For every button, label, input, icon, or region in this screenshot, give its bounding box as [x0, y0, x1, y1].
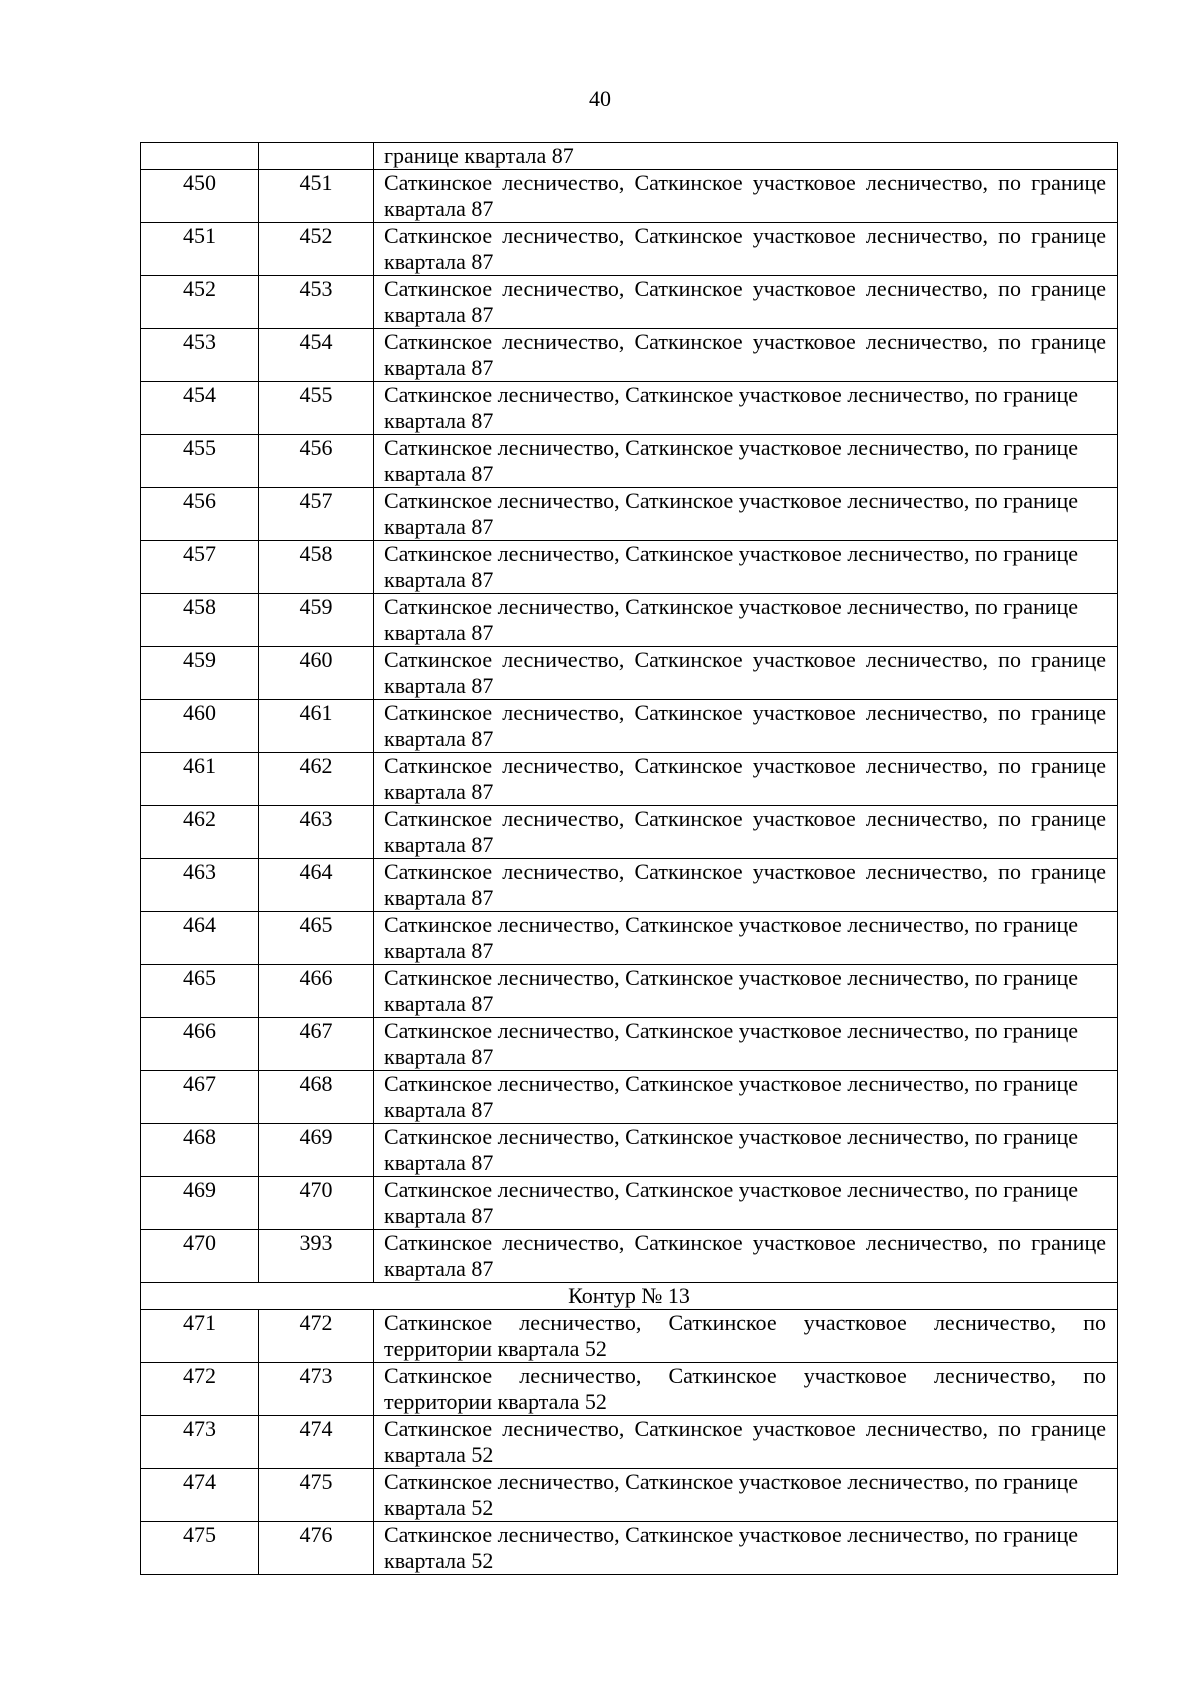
to-point-cell: 393 — [259, 1230, 374, 1283]
table-row — [141, 965, 1118, 1018]
to-point-cell: 459 — [259, 594, 374, 647]
to-point-cell: 453 — [259, 276, 374, 329]
description-cell: Саткинское лесничество, Саткинское участковое лесничество, по границе квартала 87 — [374, 1018, 1118, 1071]
from-point-cell: 464 — [141, 912, 259, 965]
from-point-cell: 475 — [141, 1522, 259, 1575]
table-row — [141, 1177, 1118, 1230]
description-cell: Саткинское лесничество, Саткинское участковое лесничество, по границе квартала 87 — [374, 382, 1118, 435]
from-point-cell: 452 — [141, 276, 259, 329]
boundary-table — [140, 142, 1118, 1575]
from-point-cell: 465 — [141, 965, 259, 1018]
from-point-cell: 450 — [141, 170, 259, 223]
from-point-cell: 460 — [141, 700, 259, 753]
table-row — [141, 382, 1118, 435]
table-row — [141, 329, 1118, 382]
to-point-cell: 476 — [259, 1522, 374, 1575]
to-point-cell — [259, 143, 374, 170]
table-row — [141, 1310, 1118, 1363]
to-point-cell: 465 — [259, 912, 374, 965]
table-row — [141, 1018, 1118, 1071]
to-point-cell: 457 — [259, 488, 374, 541]
description-cell: Саткинское лесничество, Саткинское участковое лесничество, по границе квартала 87 — [374, 859, 1118, 912]
to-point-cell: 461 — [259, 700, 374, 753]
continuation-row — [141, 143, 1118, 170]
from-point-cell: 458 — [141, 594, 259, 647]
from-point-cell: 459 — [141, 647, 259, 700]
from-point-cell: 453 — [141, 329, 259, 382]
from-point-cell: 456 — [141, 488, 259, 541]
description-cell: Саткинское лесничество, Саткинское участковое лесничество, по границе квартала 87 — [374, 329, 1118, 382]
description-cell: Саткинское лесничество, Саткинское участковое лесничество, по границе квартала 87 — [374, 594, 1118, 647]
description-cell: Саткинское лесничество, Саткинское участковое лесничество, по территории квартала 52 — [374, 1310, 1118, 1363]
description-cell: Саткинское лесничество, Саткинское участковое лесничество, по границе квартала 87 — [374, 1124, 1118, 1177]
to-point-cell: 455 — [259, 382, 374, 435]
table-row — [141, 647, 1118, 700]
description-cell: Саткинское лесничество, Саткинское участковое лесничество, по границе квартала 87 — [374, 806, 1118, 859]
table-row — [141, 276, 1118, 329]
to-point-cell: 462 — [259, 753, 374, 806]
to-point-cell: 469 — [259, 1124, 374, 1177]
from-point-cell: 469 — [141, 1177, 259, 1230]
table-row — [141, 1522, 1118, 1575]
from-point-cell: 471 — [141, 1310, 259, 1363]
from-point-cell: 462 — [141, 806, 259, 859]
description-cell: Саткинское лесничество, Саткинское участковое лесничество, по границе квартала 87 — [374, 1071, 1118, 1124]
description-cell: Саткинское лесничество, Саткинское участковое лесничество, по границе квартала 52 — [374, 1469, 1118, 1522]
to-point-cell: 454 — [259, 329, 374, 382]
description-cell: Саткинское лесничество, Саткинское участковое лесничество, по границе квартала 87 — [374, 276, 1118, 329]
table-row — [141, 223, 1118, 276]
description-cell: Саткинское лесничество, Саткинское участковое лесничество, по границе квартала 87 — [374, 753, 1118, 806]
to-point-cell: 458 — [259, 541, 374, 594]
description-cell: Саткинское лесничество, Саткинское участковое лесничество, по границе квартала 52 — [374, 1416, 1118, 1469]
to-point-cell: 470 — [259, 1177, 374, 1230]
from-point-cell: 474 — [141, 1469, 259, 1522]
description-cell: Саткинское лесничество, Саткинское участковое лесничество, по границе квартала 52 — [374, 1522, 1118, 1575]
to-point-cell: 472 — [259, 1310, 374, 1363]
to-point-cell: 463 — [259, 806, 374, 859]
table-row — [141, 1230, 1118, 1283]
section-header-row — [141, 1283, 1118, 1310]
to-point-cell: 460 — [259, 647, 374, 700]
table-row — [141, 806, 1118, 859]
table-row — [141, 1416, 1118, 1469]
table-row — [141, 488, 1118, 541]
description-cell: Саткинское лесничество, Саткинское участковое лесничество, по границе квартала 87 — [374, 435, 1118, 488]
from-point-cell: 466 — [141, 1018, 259, 1071]
to-point-cell: 467 — [259, 1018, 374, 1071]
to-point-cell: 466 — [259, 965, 374, 1018]
description-cell: границе квартала 87 — [374, 143, 1118, 170]
to-point-cell: 464 — [259, 859, 374, 912]
table-row — [141, 170, 1118, 223]
table-row — [141, 753, 1118, 806]
description-cell: Саткинское лесничество, Саткинское участковое лесничество, по границе квартала 87 — [374, 541, 1118, 594]
table-row — [141, 541, 1118, 594]
table-row — [141, 1124, 1118, 1177]
from-point-cell: 454 — [141, 382, 259, 435]
from-point-cell: 461 — [141, 753, 259, 806]
from-point-cell: 472 — [141, 1363, 259, 1416]
description-cell: Саткинское лесничество, Саткинское участковое лесничество, по границе квартала 87 — [374, 965, 1118, 1018]
to-point-cell: 475 — [259, 1469, 374, 1522]
to-point-cell: 473 — [259, 1363, 374, 1416]
from-point-cell: 467 — [141, 1071, 259, 1124]
from-point-cell: 470 — [141, 1230, 259, 1283]
from-point-cell: 451 — [141, 223, 259, 276]
to-point-cell: 456 — [259, 435, 374, 488]
section-header: Контур № 13 — [141, 1283, 1118, 1310]
from-point-cell: 473 — [141, 1416, 259, 1469]
table-row — [141, 1071, 1118, 1124]
from-point-cell: 457 — [141, 541, 259, 594]
description-cell: Саткинское лесничество, Саткинское участковое лесничество, по границе квартала 87 — [374, 1230, 1118, 1283]
table-row — [141, 435, 1118, 488]
from-point-cell: 463 — [141, 859, 259, 912]
from-point-cell — [141, 143, 259, 170]
description-cell: Саткинское лесничество, Саткинское участковое лесничество, по территории квартала 52 — [374, 1363, 1118, 1416]
to-point-cell: 452 — [259, 223, 374, 276]
to-point-cell: 474 — [259, 1416, 374, 1469]
to-point-cell: 468 — [259, 1071, 374, 1124]
table-row — [141, 700, 1118, 753]
description-cell: Саткинское лесничество, Саткинское участковое лесничество, по границе квартала 87 — [374, 912, 1118, 965]
description-cell: Саткинское лесничество, Саткинское участковое лесничество, по границе квартала 87 — [374, 223, 1118, 276]
description-cell: Саткинское лесничество, Саткинское участковое лесничество, по границе квартала 87 — [374, 170, 1118, 223]
table-row — [141, 912, 1118, 965]
description-cell: Саткинское лесничество, Саткинское участковое лесничество, по границе квартала 87 — [374, 647, 1118, 700]
to-point-cell: 451 — [259, 170, 374, 223]
from-point-cell: 455 — [141, 435, 259, 488]
table-row — [141, 859, 1118, 912]
table-row — [141, 1363, 1118, 1416]
description-cell: Саткинское лесничество, Саткинское участковое лесничество, по границе квартала 87 — [374, 1177, 1118, 1230]
description-cell: Саткинское лесничество, Саткинское участковое лесничество, по границе квартала 87 — [374, 488, 1118, 541]
page-number: 40 — [589, 86, 611, 111]
description-cell: Саткинское лесничество, Саткинское участковое лесничество, по границе квартала 87 — [374, 700, 1118, 753]
from-point-cell: 468 — [141, 1124, 259, 1177]
table-row — [141, 594, 1118, 647]
table-row — [141, 1469, 1118, 1522]
